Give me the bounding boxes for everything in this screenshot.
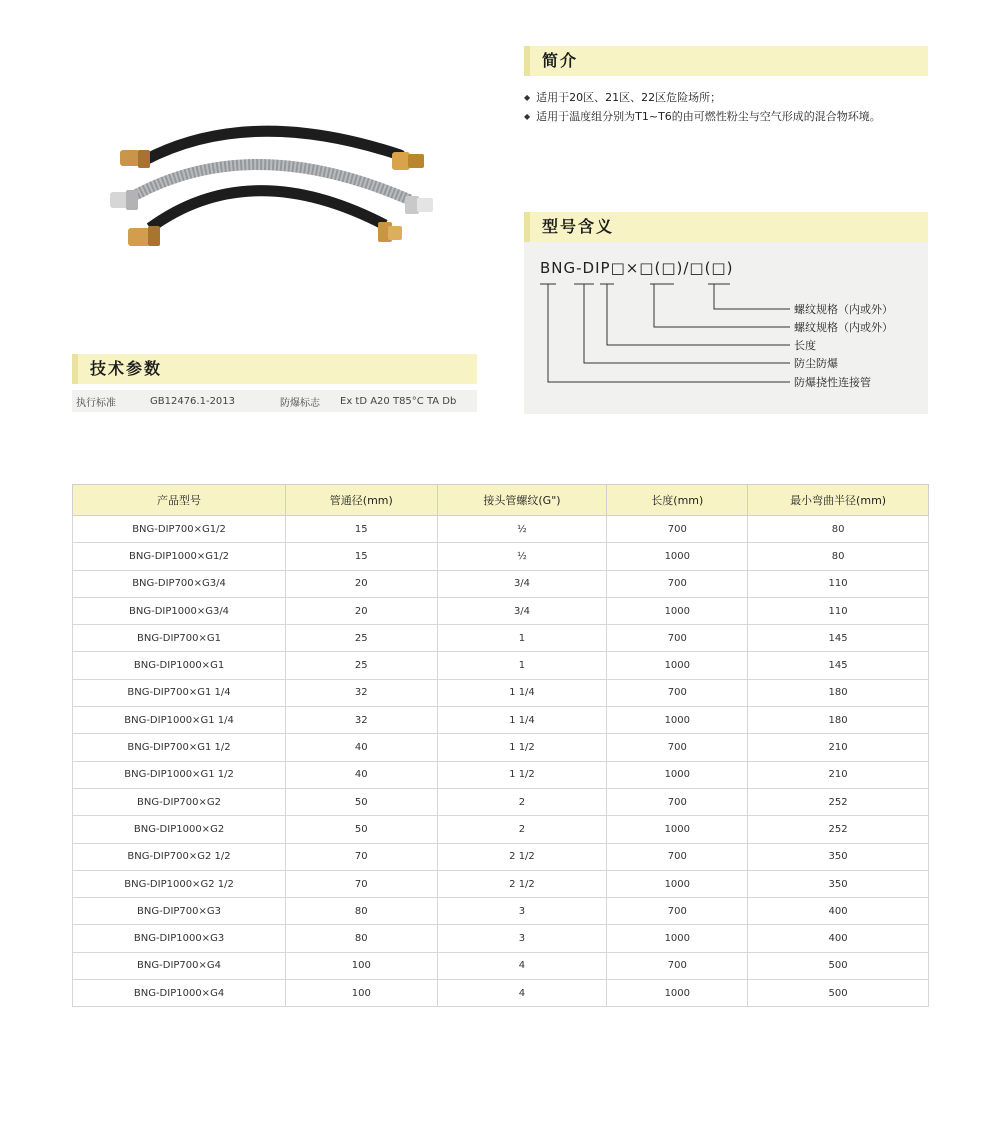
cell-length: 700 [607,625,748,652]
cell-thread: 3/4 [437,570,607,597]
cell-thread: 4 [437,980,607,1007]
cell-model: BNG-DIP700×G2 1/2 [73,843,286,870]
cell-model: BNG-DIP1000×G1 1/4 [73,707,286,734]
intro-bullet [524,88,928,107]
cell-diameter: 40 [286,761,437,788]
cell-thread: 1 1/2 [437,761,607,788]
cell-model: BNG-DIP1000×G2 1/2 [73,870,286,897]
cell-length: 700 [607,898,748,925]
cell-diameter: 32 [286,679,437,706]
cell-diameter: 25 [286,652,437,679]
cell-bend-radius: 145 [748,652,929,679]
cell-model: BNG-DIP700×G1 1/4 [73,679,286,706]
cell-length: 700 [607,952,748,979]
cell-length: 1000 [607,543,748,570]
cell-length: 700 [607,570,748,597]
intro-section-title: 简介 [524,46,928,76]
tech-spec-row [72,390,477,412]
cell-thread: ½ [437,543,607,570]
cell-model: BNG-DIP1000×G3/4 [73,597,286,624]
mark-label: 防爆标志 [280,397,320,409]
model-label-dustproof: 防尘防爆 [794,357,838,370]
cell-bend-radius: 350 [748,843,929,870]
table-row [73,707,929,734]
cell-length: 1000 [607,597,748,624]
cell-diameter: 25 [286,625,437,652]
cell-length: 700 [607,734,748,761]
cell-diameter: 80 [286,898,437,925]
product-hose-illustration [100,100,450,270]
cell-model: BNG-DIP1000×G2 [73,816,286,843]
table-row [73,870,929,897]
col-header-length: 长度(mm) [607,485,748,516]
col-header-model: 产品型号 [73,485,286,516]
col-header-bend-radius: 最小弯曲半径(mm) [748,485,929,516]
cell-bend-radius: 252 [748,816,929,843]
cell-length: 1000 [607,870,748,897]
cell-bend-radius: 80 [748,543,929,570]
cell-thread: 3/4 [437,597,607,624]
cell-length: 1000 [607,652,748,679]
model-label-thread-1: 螺纹规格（内或外） [794,303,893,316]
mark-value: Ex tD A20 T85°C TA Db [340,395,457,407]
cell-diameter: 70 [286,843,437,870]
model-meaning-panel [524,242,928,414]
fitting-bottom-left [128,226,160,246]
cell-model: BNG-DIP700×G1 1/2 [73,734,286,761]
table-row [73,516,929,543]
fitting-top-right [392,152,424,170]
cell-bend-radius: 145 [748,625,929,652]
cell-model: BNG-DIP700×G2 [73,788,286,815]
cell-length: 1000 [607,816,748,843]
cell-thread: 2 [437,788,607,815]
cell-length: 1000 [607,925,748,952]
cell-thread: 3 [437,925,607,952]
cell-thread: ½ [437,516,607,543]
cell-bend-radius: 210 [748,734,929,761]
cell-bend-radius: 210 [748,761,929,788]
table-row [73,734,929,761]
cell-thread: 1 1/4 [437,707,607,734]
cell-bend-radius: 180 [748,679,929,706]
product-spec-table [72,484,929,1007]
cell-bend-radius: 180 [748,707,929,734]
intro-bullet [524,107,928,126]
intro-bullet-text: 适用于温度组分别为T1~T6的由可燃性粉尘与空气形成的混合物环境。 [536,110,881,123]
cell-diameter: 15 [286,543,437,570]
cell-thread: 1 1/2 [437,734,607,761]
fitting-mid-right [405,196,433,214]
cell-model: BNG-DIP1000×G1/2 [73,543,286,570]
cell-model: BNG-DIP700×G4 [73,952,286,979]
diamond-bullet-icon: ◆ [524,112,531,121]
cell-diameter: 80 [286,925,437,952]
table-row [73,652,929,679]
intro-bullet-text: 适用于20区、21区、22区危险场所； [536,91,722,104]
table-row [73,543,929,570]
cell-diameter: 100 [286,980,437,1007]
cell-length: 1000 [607,707,748,734]
table-row [73,679,929,706]
cell-model: BNG-DIP1000×G4 [73,980,286,1007]
cell-model: BNG-DIP700×G3/4 [73,570,286,597]
table-row [73,816,929,843]
cell-model: BNG-DIP700×G3 [73,898,286,925]
fitting-bottom-right [378,222,402,242]
table-row [73,597,929,624]
table-row [73,898,929,925]
table-row [73,952,929,979]
table-row [73,980,929,1007]
cell-thread: 1 [437,652,607,679]
cell-diameter: 50 [286,816,437,843]
table-row [73,843,929,870]
cell-length: 700 [607,679,748,706]
table-row [73,761,929,788]
cell-thread: 2 1/2 [437,870,607,897]
col-header-diameter: 管通径(mm) [286,485,437,516]
cell-length: 700 [607,788,748,815]
cell-thread: 1 1/4 [437,679,607,706]
cell-bend-radius: 252 [748,788,929,815]
table-header-row [73,485,929,516]
cell-diameter: 20 [286,570,437,597]
model-code: BNG-DIP□×□(□)/□(□) [540,259,734,277]
cell-diameter: 70 [286,870,437,897]
cell-thread: 1 [437,625,607,652]
cell-thread: 4 [437,952,607,979]
cell-thread: 2 1/2 [437,843,607,870]
model-section-title: 型号含义 [524,212,928,242]
cell-thread: 2 [437,816,607,843]
fitting-top-left [120,150,150,168]
cell-bend-radius: 500 [748,980,929,1007]
cell-bend-radius: 350 [748,870,929,897]
cell-diameter: 40 [286,734,437,761]
table-row [73,570,929,597]
cell-bend-radius: 500 [748,952,929,979]
cell-length: 700 [607,516,748,543]
cell-diameter: 50 [286,788,437,815]
diamond-bullet-icon: ◆ [524,93,531,102]
cell-length: 1000 [607,980,748,1007]
cell-diameter: 20 [286,597,437,624]
cell-length: 700 [607,843,748,870]
standard-label: 执行标准 [76,397,116,409]
model-label-thread-2: 螺纹规格（内或外） [794,321,893,334]
cell-bend-radius: 400 [748,925,929,952]
cell-bend-radius: 110 [748,597,929,624]
col-header-thread: 接头管螺纹(G") [437,485,607,516]
cell-bend-radius: 400 [748,898,929,925]
tech-section-title: 技术参数 [72,354,477,384]
table-row [73,625,929,652]
intro-bullets [524,88,928,126]
table-row [73,788,929,815]
fitting-mid-left [110,190,138,210]
cell-model: BNG-DIP700×G1 [73,625,286,652]
cell-model: BNG-DIP1000×G1 1/2 [73,761,286,788]
cell-diameter: 32 [286,707,437,734]
cell-bend-radius: 80 [748,516,929,543]
cell-diameter: 100 [286,952,437,979]
cell-thread: 3 [437,898,607,925]
cell-model: BNG-DIP700×G1/2 [73,516,286,543]
cell-length: 1000 [607,761,748,788]
cell-diameter: 15 [286,516,437,543]
cell-model: BNG-DIP1000×G1 [73,652,286,679]
cell-bend-radius: 110 [748,570,929,597]
model-label-hose: 防爆挠性连接管 [794,376,871,389]
cell-model: BNG-DIP1000×G3 [73,925,286,952]
table-row [73,925,929,952]
model-label-length: 长度 [794,339,816,352]
standard-value: GB12476.1-2013 [150,395,236,407]
